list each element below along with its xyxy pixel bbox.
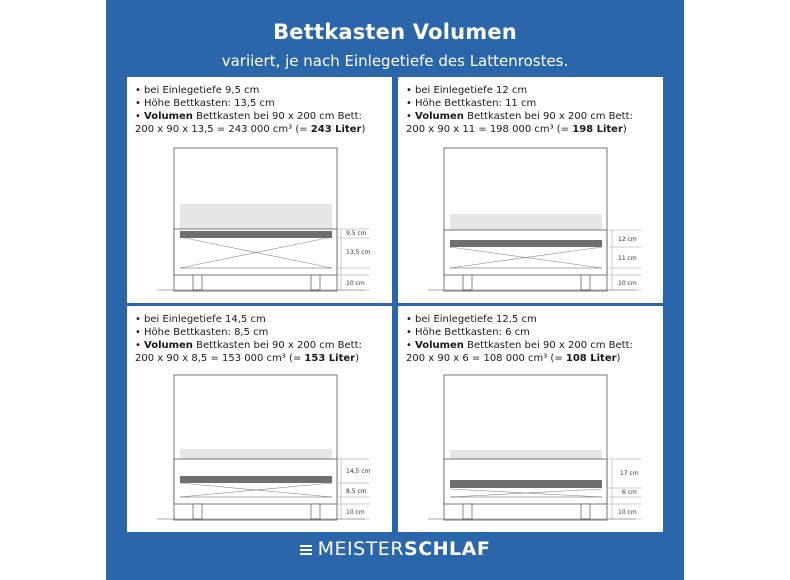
info-item: • Höhe Bettkasten: 13,5 cm [135, 98, 275, 109]
einlegetiefe-text: bei Einlegetiefe 14,5 cm [144, 314, 266, 325]
page-subtitle: variiert, je nach Einlegetiefe des Lattenrostes. [221, 52, 569, 70]
dim-fuss: 10 cm [618, 280, 637, 287]
volumen-text: Bettkasten bei 90 x 200 cm Bett: [463, 340, 633, 351]
lattenrost [450, 480, 602, 488]
volumen-label: Volumen [144, 340, 193, 351]
dim-fuss: 10 cm [618, 509, 637, 516]
info-item: • bei Einlegetiefe 12,5 cm [406, 314, 537, 325]
bed-diagram [398, 77, 663, 303]
formula-text: 200 x 90 x 8,5 = 153 000 cm³ (= [135, 353, 305, 364]
einlegetiefe-text: bei Einlegetiefe 12,5 cm [415, 314, 537, 325]
dim-fuss: 10 cm [346, 280, 365, 287]
dim-einlegetiefe: 9,5 cm [346, 230, 367, 237]
panel-einlegetiefe-12-5 [398, 306, 663, 532]
mattress [450, 214, 602, 230]
formula-text: 200 x 90 x 13,5 = 243 000 cm³ (= [135, 124, 311, 135]
volumen-label: Volumen [415, 340, 464, 351]
hoehe-text: Höhe Bettkasten: 11 cm [415, 98, 537, 109]
mattress [180, 204, 332, 229]
brand-logo [106, 538, 684, 560]
bed-leg [581, 275, 590, 290]
mattress [180, 449, 332, 459]
liter-value: 153 Liter [304, 353, 356, 364]
info-item: • Volumen Bettkasten bei 90 x 200 cm Bett: [135, 111, 362, 122]
bed-leg [311, 275, 320, 290]
hoehe-text: Höhe Bettkasten: 13,5 cm [144, 98, 275, 109]
bed-leg [463, 504, 472, 519]
panel-einlegetiefe-14-5 [127, 306, 392, 532]
dim-bettkasten: 11 cm [618, 255, 637, 262]
dim-einlegetiefe: 12 cm [618, 236, 637, 243]
info-item: • bei Einlegetiefe 12 cm [406, 85, 528, 96]
info-item: • Volumen Bettkasten bei 90 x 200 cm Bett: [406, 340, 633, 351]
volumen-text: Bettkasten bei 90 x 200 cm Bett: [463, 111, 633, 122]
volumen-text: Bettkasten bei 90 x 200 cm Bett: [192, 111, 362, 122]
info-item: • bei Einlegetiefe 14,5 cm [135, 314, 266, 325]
lattenrost [180, 231, 332, 238]
dim-einlegetiefe: 14,5 cm [346, 468, 371, 475]
formula-text: 200 x 90 x 6 = 108 000 cm³ (= [406, 353, 566, 364]
formula-close: ) [361, 124, 366, 135]
bed-leg [581, 504, 590, 519]
panel-einlegetiefe-9-5 [127, 77, 392, 303]
lattenrost [180, 476, 332, 483]
dim-bettkasten: 13,5 cm [346, 249, 371, 256]
bed-diagram [398, 306, 663, 532]
formula-close: ) [355, 353, 359, 364]
info-item: • Höhe Bettkasten: 6 cm [406, 327, 530, 338]
hoehe-text: Höhe Bettkasten: 6 cm [415, 327, 530, 338]
volumen-label: Volumen [415, 111, 464, 122]
dim-fuss: 10 cm [346, 509, 365, 516]
logo-text-light: MEISTER [317, 538, 405, 560]
page-title: Bettkasten Volumen [273, 20, 517, 44]
info-item: • Höhe Bettkasten: 8,5 cm [135, 327, 269, 338]
bed-leg [193, 275, 202, 290]
dim-einlegetiefe: 17 cm [620, 470, 639, 477]
bed-diagram [127, 306, 392, 532]
formula-text: 200 x 90 x 11 = 198 000 cm³ (= [406, 124, 573, 135]
info-item: • bei Einlegetiefe 9,5 cm [135, 85, 260, 96]
einlegetiefe-text: bei Einlegetiefe 9,5 cm [144, 85, 260, 96]
einlegetiefe-text: bei Einlegetiefe 12 cm [415, 85, 528, 96]
bed-diagram [127, 77, 392, 303]
panel-einlegetiefe-12 [398, 77, 663, 303]
info-item: • Höhe Bettkasten: 11 cm [406, 98, 537, 109]
dim-bettkasten: 6 cm [622, 489, 637, 496]
liter-value: 198 Liter [572, 124, 623, 135]
volumen-text: Bettkasten bei 90 x 200 cm Bett: [192, 340, 362, 351]
volumen-label: Volumen [144, 111, 193, 122]
liter-value: 108 Liter [565, 353, 617, 364]
bed-leg [311, 504, 320, 519]
hoehe-text: Höhe Bettkasten: 8,5 cm [144, 327, 269, 338]
dim-bettkasten: 8,5 cm [346, 488, 367, 495]
liter-value: 243 Liter [310, 124, 362, 135]
poster [106, 0, 684, 580]
logo-text-bold: SCHLAF [404, 538, 491, 560]
lattenrost [450, 240, 602, 247]
formula-close: ) [616, 353, 621, 364]
logo-lines-icon [300, 543, 312, 557]
info-item: • Volumen Bettkasten bei 90 x 200 cm Bett: [406, 111, 633, 122]
info-item: • Volumen Bettkasten bei 90 x 200 cm Bett: [135, 340, 362, 351]
formula-close: ) [622, 124, 627, 135]
bed-leg [193, 504, 202, 519]
bed-leg [463, 275, 472, 290]
mattress [450, 450, 602, 459]
